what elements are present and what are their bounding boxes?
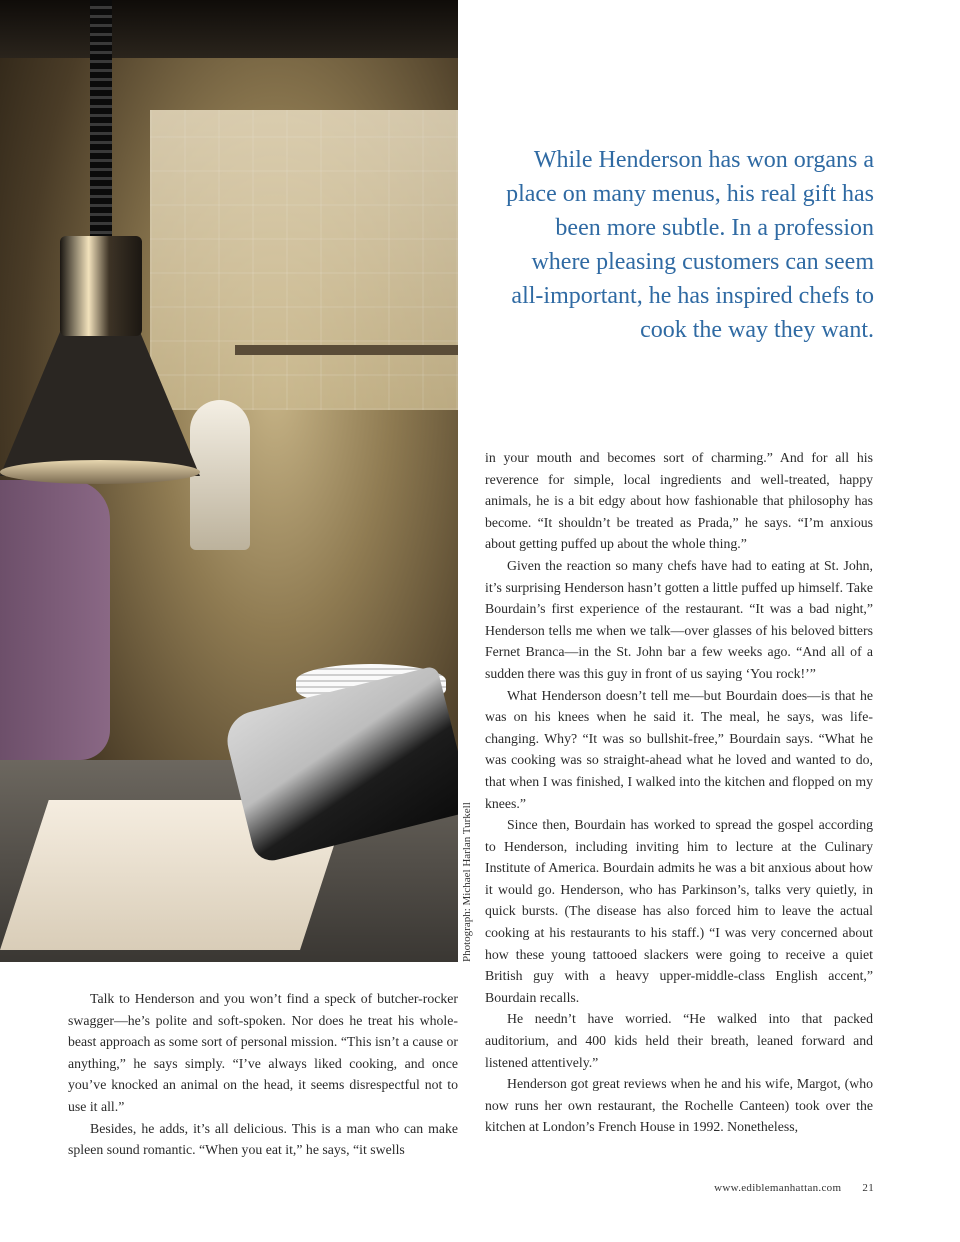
paragraph: Given the reaction so many chefs have had to eating at St. John, it’s surprising Henderson hasn’t gotten a little puffed up himself. Take Bourdain’s first experience of the restaurant. “It was a bad night,” Henderson tells me when we talk—over glasses of his beloved bitters Fernet Branca—in the St. John bar a few weeks ago. “And all of a sudden there was this guy in front of us saying ‘You rock!’” [485, 557, 873, 681]
kitchen-shelf [235, 345, 458, 355]
paragraph: in your mouth and becomes sort of charming.” And for all his reverence for simple, local ingredients and well-treated, happy animals, he is a bit edgy about how fashionable that philosophy has become. “It shouldn’t be treated as Prada,” he says. “I’m anxious about getting puffed up about the whole thing.” [485, 450, 873, 552]
range-hood [0, 0, 458, 58]
paragraph: What Henderson doesn’t tell me—but Bourdain does—is that he was on his knees when he said it. The meal, he says, was life-changing. Why? “It was so bullshit-free,” Bourdain says. “What he was cooking was so straight-ahead what he loved and wanted to do, that when I was finished, I walked into the kitchen and flopped on my knees.” [485, 687, 873, 811]
paragraph: He needn’t have worried. “He walked into that packed auditorium, and 400 kids held their breath, leaned forward and listened attentively.” [485, 1011, 873, 1070]
photo-credit: Photograph: Michael Harlan Turkell [461, 802, 473, 962]
paragraph: Besides, he adds, it’s all delicious. This is a man who can make spleen sound romantic. “When you eat it,” he says, “it swells [68, 1120, 458, 1158]
heat-lamp-rim [0, 460, 200, 484]
pull-quote: While Henderson has won organs a place on many menus, his real gift has been more subtle. In a profession where pleasing customers can seem all-important, he has inspired chefs to cook the way they want. [506, 147, 874, 343]
kitchen-photo [0, 0, 458, 962]
footer-url: www.ediblemanhattan.com [714, 1182, 842, 1194]
paragraph: Since then, Bourdain has worked to spread the gospel according to Henderson, including inviting him to lecture at the Culinary Institute of America. Bourdain admits he was a bit anxious about how it would go. Henderson, who has Parkinson’s, talks very quietly, in quick bursts. (The disease has also forced him to leave the actual cooking at his restaurants to his staff.) “I was very concerned about how these young tattooed slackers were going to receive a quiet British guy with a heavy upper-middle-class English accent,” Bourdain recalls. [485, 817, 873, 1005]
person-figure [0, 480, 110, 760]
heat-lamp-head [60, 236, 142, 336]
page-number: 21 [862, 1182, 874, 1194]
paragraph: Talk to Henderson and you won’t find a speck of butcher-rocker swagger—he’s polite and soft-spoken. Nor does he treat his whole-beast approach as some sort of personal mission. “This isn’t a cause or anything,” he says simply. “I’ve always liked cooking, and once you’ve knocked an animal on the head, it seems disrespectful not to use it all.” [68, 991, 458, 1114]
page-footer [714, 1182, 874, 1194]
lamp-cord [90, 0, 112, 240]
paragraph: Henderson got great reviews when he and his wife, Margot, (who now runs her own restaurant, the Rochelle Canteen) took over the kitchen at London’s French House in 1992. Nonetheless, [485, 1076, 873, 1135]
left-column [68, 988, 458, 1161]
right-column [485, 447, 873, 1138]
